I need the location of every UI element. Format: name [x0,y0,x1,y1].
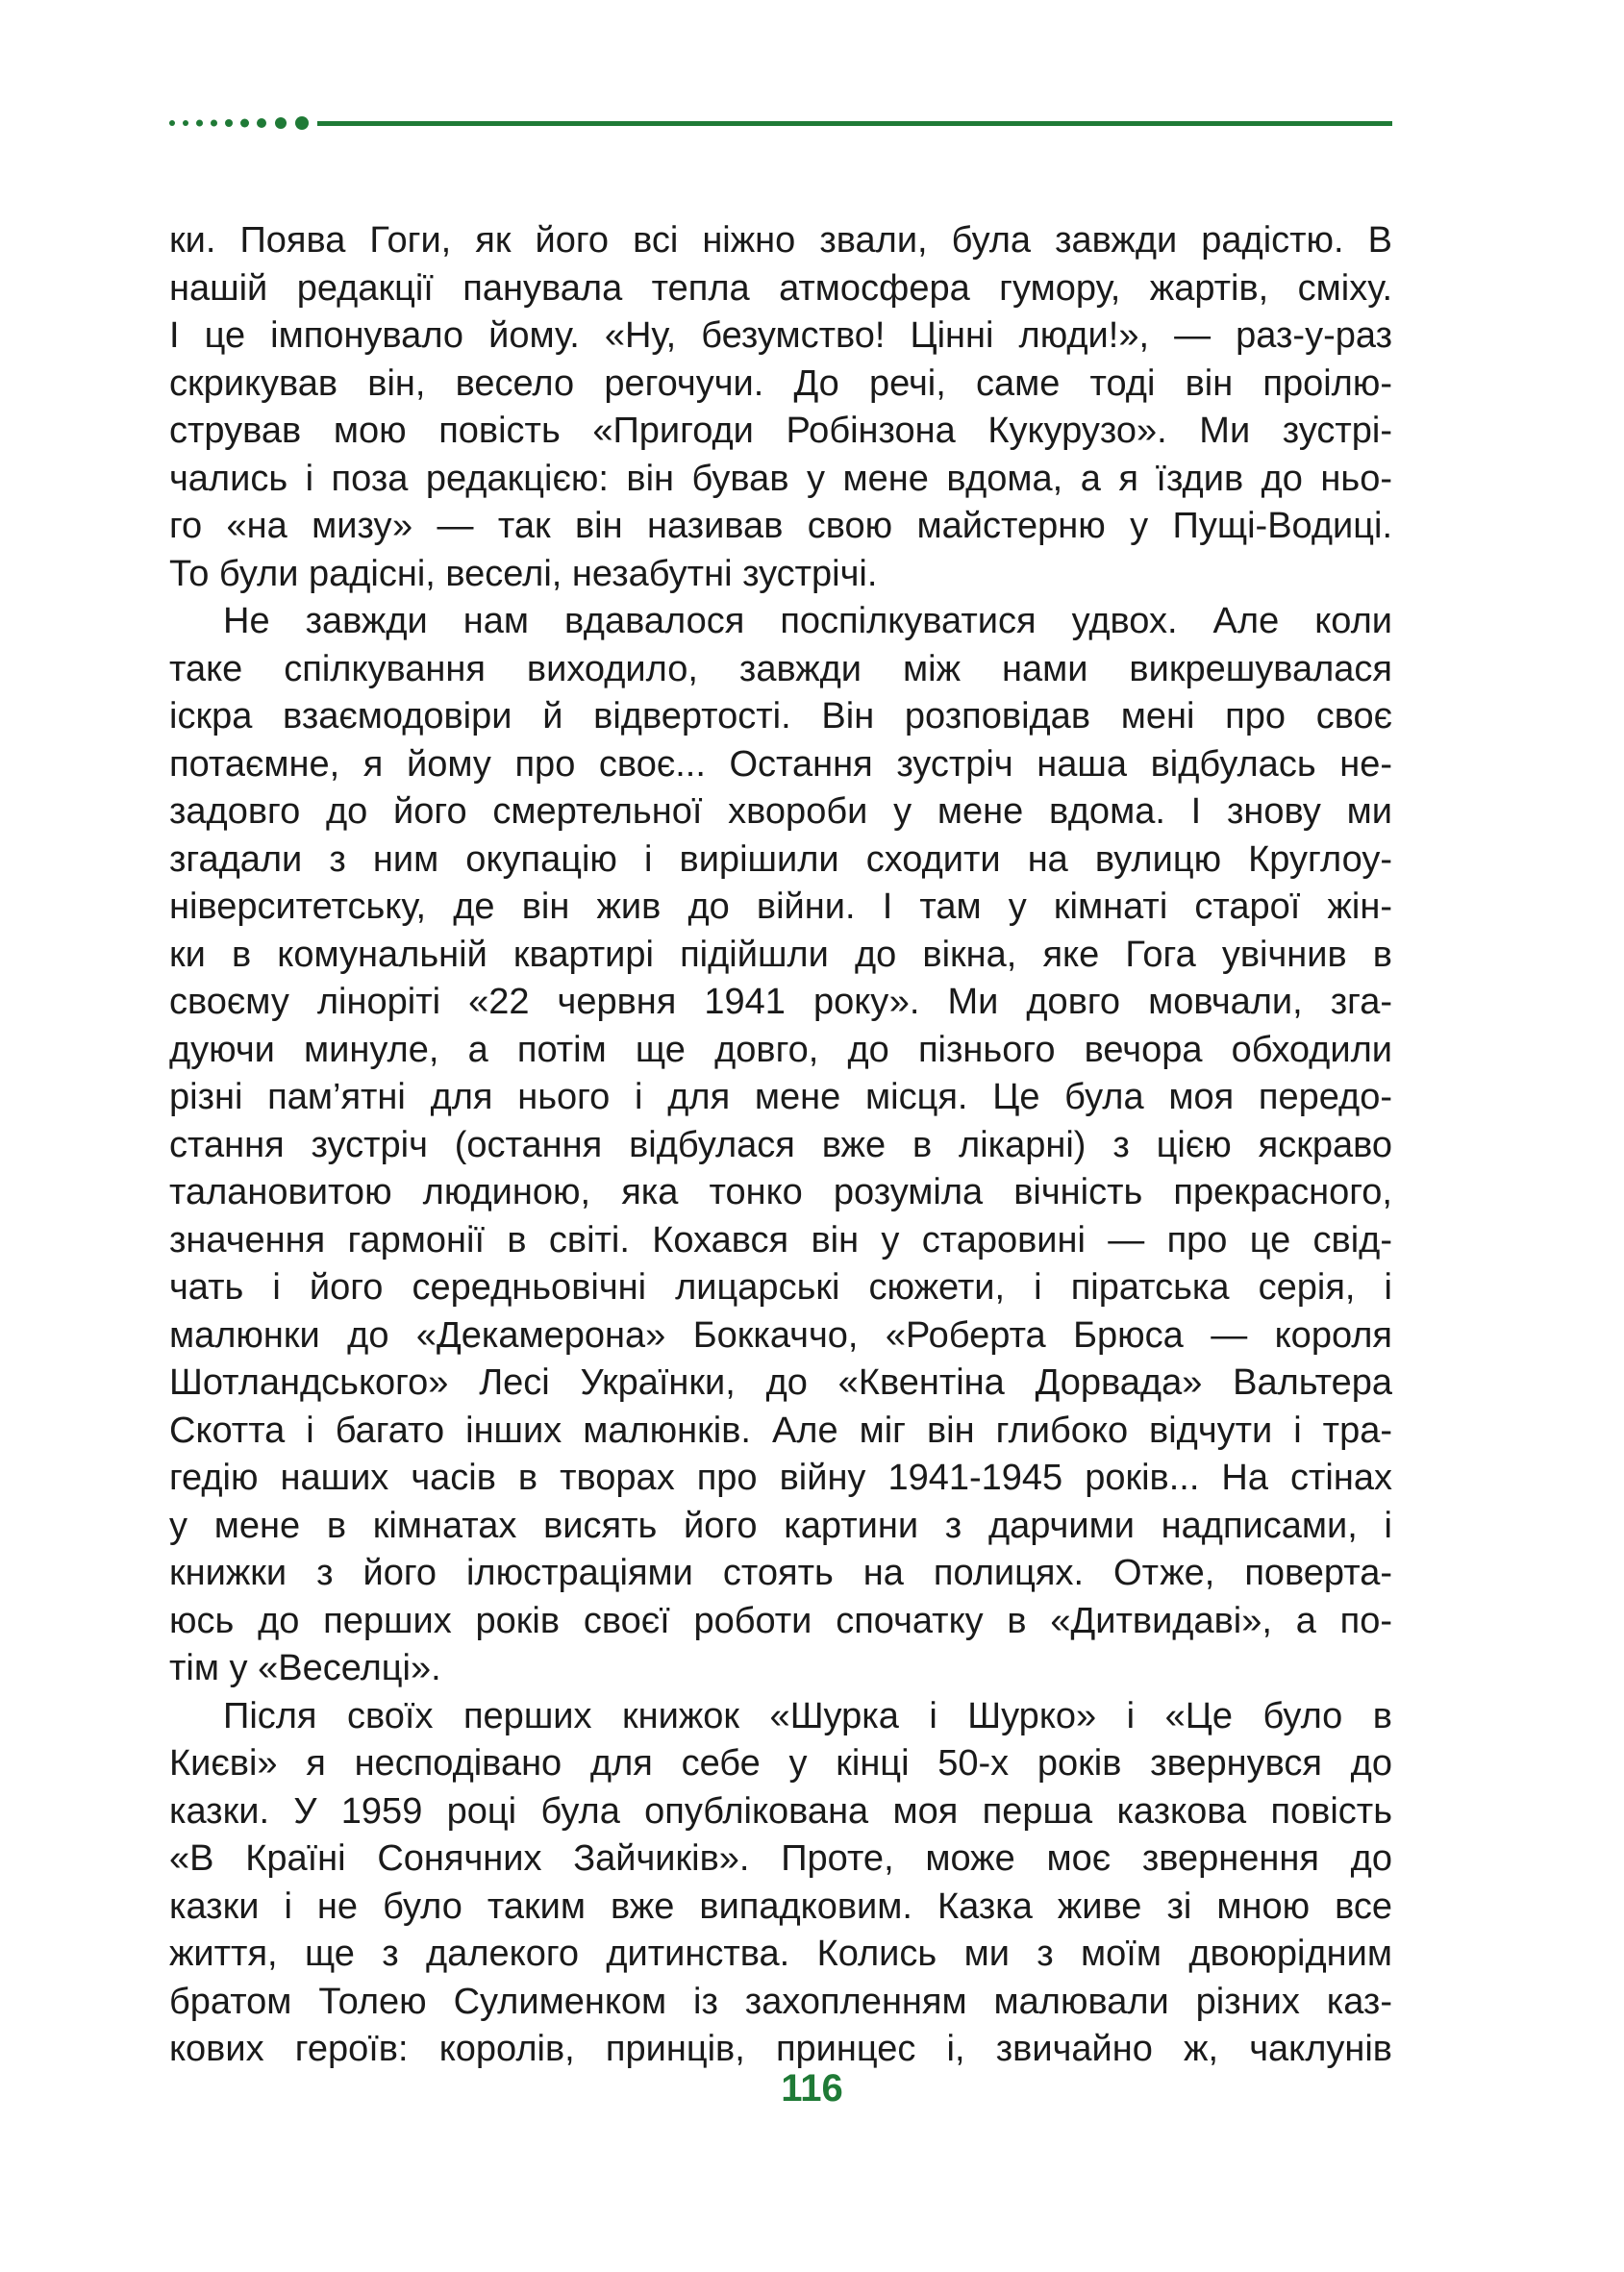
text-line: чались і поза редакцією: він бував у мене вдома, а я їздив до ньо- [169,458,1392,499]
paragraph-2 [169,598,1392,1693]
text-line: Після своїх перших книжок «Шурка і Шурко» і «Це було в [223,1695,1392,1736]
text-line: життя, ще з далекого дитинства. Колись ми з моїм двоюрідним [169,1934,1392,1974]
text-line: Шотландського» Лесі Українки, до «Квентіна Дорвада» Вальтера [169,1362,1392,1403]
text-line: талановитою людиною, яка тонко розуміла вічність прекрасного, [169,1172,1392,1212]
text-line: нашій редакції панувала тепла атмосфера гумору, жартів, сміху. [169,267,1392,309]
body-text [169,217,1392,2074]
text-line: ки в комунальній квартирі підійшли до вікна, яке Гога увічнив в [169,934,1392,975]
header-dot [196,120,203,127]
text-line: скрикував він, весело регочучи. До речі, саме тоді він проілю- [169,362,1392,404]
text-line: «В Країні Сонячних Зайчиків». Проте, може моє звернення до [169,1838,1392,1879]
header-dot [169,120,175,126]
text-line: казки і не було таким вже випадковим. Казка живе зі мною все [169,1885,1392,1927]
text-line: юсь до перших років своєї роботи спочатку в «Дитвидаві», а по- [169,1600,1392,1641]
text-line: То були радісні, веселі, незабутні зустрічі. [169,553,878,594]
text-line: згадали з ним окупацію і вирішили сходити на вулицю Круглоу- [169,838,1392,880]
header-line [317,121,1392,126]
text-line: Не завжди нам вдавалося поспілкуватися удвох. Але коли [223,601,1392,641]
text-line: тім у «Веселці». [169,1648,441,1688]
text-line: стання зустріч (остання відбулася вже в лікарні) з цією яскраво [169,1124,1392,1165]
text-line: Скотта і багато інших малюнків. Але міг він глибоко відчути і тра- [169,1410,1392,1451]
text-line: книжки з його ілюстраціями стоять на полицях. Отже, поверта- [169,1553,1392,1593]
text-line: різні пам’ятні для нього і для мене місця. Це була моя передо- [169,1077,1392,1117]
text-line: Києві» я несподівано для себе у кінці 50-х років звернувся до [169,1743,1392,1784]
header-dot [275,117,287,129]
paragraph-1 [169,217,1392,598]
text-line: чать і його середньовічні лицарські сюжети, і піратська серія, і [169,1267,1392,1308]
text-line: малюнки до «Декамерона» Боккаччо, «Роберта Брюса — короля [169,1314,1392,1356]
text-line: ки. Поява Гоги, як його всі ніжно звали, була завжди радістю. В [169,220,1392,261]
text-line: ніверситетську, де він жив до війни. І там у кімнаті старої жін- [169,886,1392,927]
text-line: І це імпонувало йому. «Ну, безумство! Цінні люди!», — раз-у-раз [169,315,1392,356]
header-dot [240,119,249,128]
text-line: казки. У 1959 році була опублікована моя перша казкова повість [169,1790,1392,1832]
text-line: го «на мизу» — так він називав свою майстерню у Пущі-Водиці. [169,506,1392,546]
header-dot [225,119,233,127]
text-line: стрував мою повість «Пригоди Робінзона Кукурузо». Ми зустрі- [169,411,1392,451]
header-dot [257,118,266,128]
header-dot [295,116,309,130]
text-line: потаємне, я йому про своє... Остання зустріч наша відбулась не- [169,743,1392,785]
text-line: своєму ліноріті «22 червня 1941 року». Ми довго мовчали, зга- [169,982,1392,1022]
header-dot [183,120,188,126]
text-line: дуючи минуле, а потім ще довго, до пізнього вечора обходили [169,1029,1392,1070]
text-line: іскра взаємодовіри й відвертості. Він розповідав мені про своє [169,696,1392,737]
text-line: гедію наших часів в творах про війну 1941-1945 років... На стінах [169,1458,1392,1498]
text-line: братом Толею Сулименком із захопленням малювали різних каз- [169,1981,1392,2022]
paragraph-3 [169,1693,1392,2074]
page-number: 116 [781,2067,843,2110]
header-dot [211,120,217,127]
header-rule [169,113,1392,133]
text-line: значення гармонії в світі. Кохався він у старовині — про це свід- [169,1219,1392,1261]
text-line: кових героїв: королів, принців, принцес і, звичайно ж, чаклунів [169,2029,1392,2069]
text-line: у мене в кімнатах висять його картини з дарчими надписами, і [169,1505,1392,1546]
text-line: таке спілкування виходило, завжди між нами викрешувалася [169,648,1392,689]
text-line: задовго до його смертельної хвороби у мене вдома. І знову ми [169,791,1392,832]
